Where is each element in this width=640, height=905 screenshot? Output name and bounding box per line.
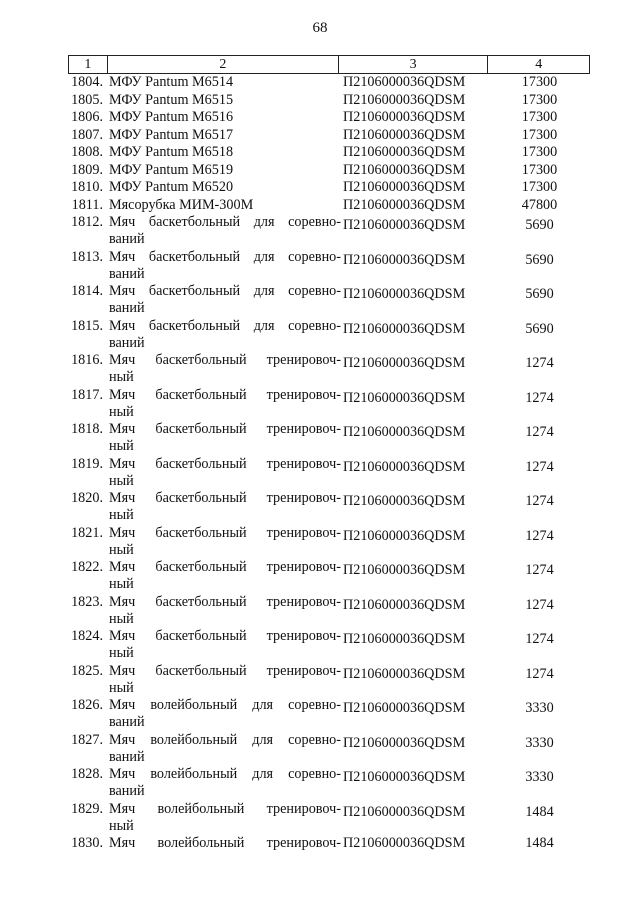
row-number: 1807. [71,126,103,143]
row-number: 1823. [71,593,103,610]
item-name-line: Мяч баскетбольный для соревно- [109,283,341,299]
item-name-continuation: ваний [109,265,145,282]
item-price: 17300 [521,91,558,108]
table-row [68,594,590,629]
table-row [68,283,590,318]
item-code: П2106000036QDSM [343,74,466,90]
row-number: 1821. [71,524,103,541]
item-code: П2106000036QDSM [343,734,466,751]
table-row [68,490,590,525]
item-name [105,197,341,215]
item-name-line: Мяч волейбольный тренировоч- [109,800,341,817]
item-name-continuation: ный [109,817,134,834]
item-price: 1274 [525,631,554,647]
row-number: 1826. [71,697,103,713]
item-price: 47800 [521,196,558,213]
item-name-line: Мяч баскетбольный тренировоч- [109,490,341,506]
table-row [68,162,590,180]
item-name-line: МФУ Pantum M6516 [109,109,234,125]
table-row [68,559,590,594]
row-number: 1829. [71,800,103,817]
item-code: П2106000036QDSM [343,389,466,406]
item-price: 1274 [525,424,554,440]
table-row [68,835,590,853]
item-name [105,283,341,318]
item-price: 1274 [525,596,554,613]
item-name-continuation: ный [109,645,134,661]
item-name-line: МФУ Pantum M6515 [109,91,234,108]
item-name-continuation: ваний [109,231,145,247]
item-code: П2106000036QDSM [343,835,466,851]
item-code: П2106000036QDSM [343,251,466,268]
item-name-continuation: ный [109,403,134,420]
item-name-line: Мяч баскетбольный тренировоч- [109,524,341,541]
item-name [105,732,341,767]
row-number: 1817. [71,386,103,403]
item-name-line: Мяч баскетбольный для соревно- [109,214,341,230]
item-name-line: Мяч волейбольный для соревно- [109,766,341,782]
row-number: 1810. [71,179,103,195]
item-code: П2106000036QDSM [343,424,466,440]
item-code: П2106000036QDSM [343,769,466,785]
item-name [105,421,341,456]
row-number: 1830. [71,835,103,851]
row-number: 1818. [71,421,103,437]
item-name-continuation: ваний [109,334,145,351]
item-name-line: Мяч баскетбольный тренировоч- [109,593,341,610]
item-price: 5690 [525,251,554,268]
item-price: 17300 [521,144,558,160]
item-name [105,525,341,560]
item-price: 1274 [525,493,554,509]
table-header-row [68,55,590,74]
item-code: П2106000036QDSM [343,493,466,509]
item-name-continuation: ваний [109,783,145,799]
item-name-line: МФУ Pantum M6520 [109,179,234,195]
item-name [105,594,341,629]
item-name [105,214,341,249]
item-name-continuation: ный [109,472,134,489]
row-number: 1820. [71,490,103,506]
item-name [105,387,341,422]
item-code: П2106000036QDSM [343,665,466,682]
item-name [105,766,341,801]
item-name [105,456,341,491]
item-name-line: Мяч баскетбольный тренировоч- [109,386,341,403]
item-price: 1274 [525,389,554,406]
item-name [105,490,341,525]
table-row [68,525,590,560]
item-name [105,835,341,853]
item-price: 3330 [525,700,554,716]
item-price: 17300 [521,179,558,195]
row-number: 1808. [71,144,103,160]
item-name-line: Мяч баскетбольный тренировоч- [109,628,341,644]
table-row [68,387,590,422]
item-name [105,144,341,162]
item-name-line: Мяч баскетбольный для соревно- [109,248,341,265]
item-code: П2106000036QDSM [343,286,466,302]
item-name-line: Мяч волейбольный для соревно- [109,731,341,748]
item-price: 1274 [525,458,554,475]
item-name [105,697,341,732]
item-name-continuation: ный [109,438,134,454]
row-number: 1819. [71,455,103,472]
item-code: П2106000036QDSM [343,126,466,143]
item-price: 1484 [525,835,554,851]
row-number: 1825. [71,662,103,679]
table-row [68,144,590,162]
item-name-line: Мяч волейбольный тренировоч- [109,835,341,851]
table-row [68,249,590,284]
item-name-continuation: ваний [109,714,145,730]
item-name-continuation: ваний [109,300,145,316]
row-number: 1804. [71,74,103,90]
item-name [105,92,341,110]
item-name [105,162,341,180]
item-name-line: Мяч баскетбольный тренировоч- [109,352,341,368]
column-header-4: 4 [535,57,543,72]
table-row [68,456,590,491]
item-name-line: Мясорубка МИМ-300М [109,196,254,213]
item-code: П2106000036QDSM [343,144,466,160]
row-number: 1827. [71,731,103,748]
table-row [68,697,590,732]
item-code: П2106000036QDSM [343,803,466,820]
item-name-line: МФУ Pantum M6514 [109,74,234,90]
item-name-continuation: ный [109,679,134,696]
row-number: 1813. [71,248,103,265]
table-row [68,801,590,836]
item-name [105,74,341,92]
table-row [68,197,590,215]
table-row [68,628,590,663]
item-name [105,249,341,284]
item-name [105,559,341,594]
item-price: 17300 [521,109,558,125]
item-code: П2106000036QDSM [343,562,466,578]
table-row [68,732,590,767]
item-price: 17300 [521,161,558,178]
row-number: 1809. [71,161,103,178]
item-name-continuation: ный [109,507,134,523]
table-row [68,92,590,110]
row-number: 1811. [71,196,103,213]
item-name-continuation: ный [109,610,134,627]
item-code: П2106000036QDSM [343,527,466,544]
item-name-continuation: ный [109,576,134,592]
item-code: П2106000036QDSM [343,91,466,108]
page-number: 68 [312,20,328,36]
item-name [105,127,341,145]
table-row [68,214,590,249]
item-price: 3330 [525,734,554,751]
item-price: 3330 [525,769,554,785]
row-number: 1812. [71,214,103,230]
item-name [105,352,341,387]
item-name-line: Мяч баскетбольный тренировоч- [109,559,341,575]
item-code: П2106000036QDSM [343,700,466,716]
row-number: 1828. [71,766,103,782]
price-table [68,55,590,853]
row-number: 1815. [71,317,103,334]
item-code: П2106000036QDSM [343,196,466,213]
item-name [105,663,341,698]
table-row [68,663,590,698]
item-name [105,109,341,127]
item-price: 17300 [521,126,558,143]
item-price: 1274 [525,665,554,682]
item-name-continuation: ваний [109,748,145,765]
item-name [105,628,341,663]
table-row [68,766,590,801]
row-number: 1806. [71,109,103,125]
item-name-line: МФУ Pantum M6518 [109,144,234,160]
item-code: П2106000036QDSM [343,179,466,195]
item-name [105,179,341,197]
column-header-2: 2 [108,56,339,73]
item-name-continuation: ный [109,541,134,558]
table-row [68,318,590,353]
item-code: П2106000036QDSM [343,458,466,475]
item-price: 17300 [521,74,558,90]
table-row [68,109,590,127]
item-name [105,801,341,836]
item-name-line: Мяч баскетбольный тренировоч- [109,421,341,437]
item-code: П2106000036QDSM [343,320,466,337]
item-code: П2106000036QDSM [343,355,466,371]
table-row [68,74,590,92]
item-price: 1274 [525,562,554,578]
row-number: 1822. [71,559,103,575]
item-code: П2106000036QDSM [343,596,466,613]
item-name [105,318,341,353]
item-price: 5690 [525,286,554,302]
item-name-line: Мяч баскетбольный тренировоч- [109,662,341,679]
table-row [68,421,590,456]
table-row [68,127,590,145]
item-price: 5690 [525,320,554,337]
item-price: 5690 [525,217,554,233]
column-header-3: 3 [339,56,488,73]
table-body [68,74,590,853]
item-name-line: МФУ Pantum M6519 [109,161,234,178]
item-name-line: Мяч баскетбольный для соревно- [109,317,341,334]
item-name-line: Мяч волейбольный для соревно- [109,697,341,713]
row-number: 1816. [71,352,103,368]
item-price: 1484 [525,803,554,820]
table-row [68,352,590,387]
row-number: 1824. [71,628,103,644]
item-code: П2106000036QDSM [343,161,466,178]
item-price: 1274 [525,355,554,371]
item-name-line: МФУ Pantum M6517 [109,126,234,143]
table-row [68,179,590,197]
item-price: 1274 [525,527,554,544]
row-number: 1805. [71,91,103,108]
column-header-1: 1 [69,56,108,73]
item-name-line: Мяч баскетбольный тренировоч- [109,455,341,472]
item-code: П2106000036QDSM [343,631,466,647]
item-name-continuation: ный [109,369,134,385]
row-number: 1814. [71,283,103,299]
item-code: П2106000036QDSM [343,217,466,233]
item-code: П2106000036QDSM [343,109,466,125]
